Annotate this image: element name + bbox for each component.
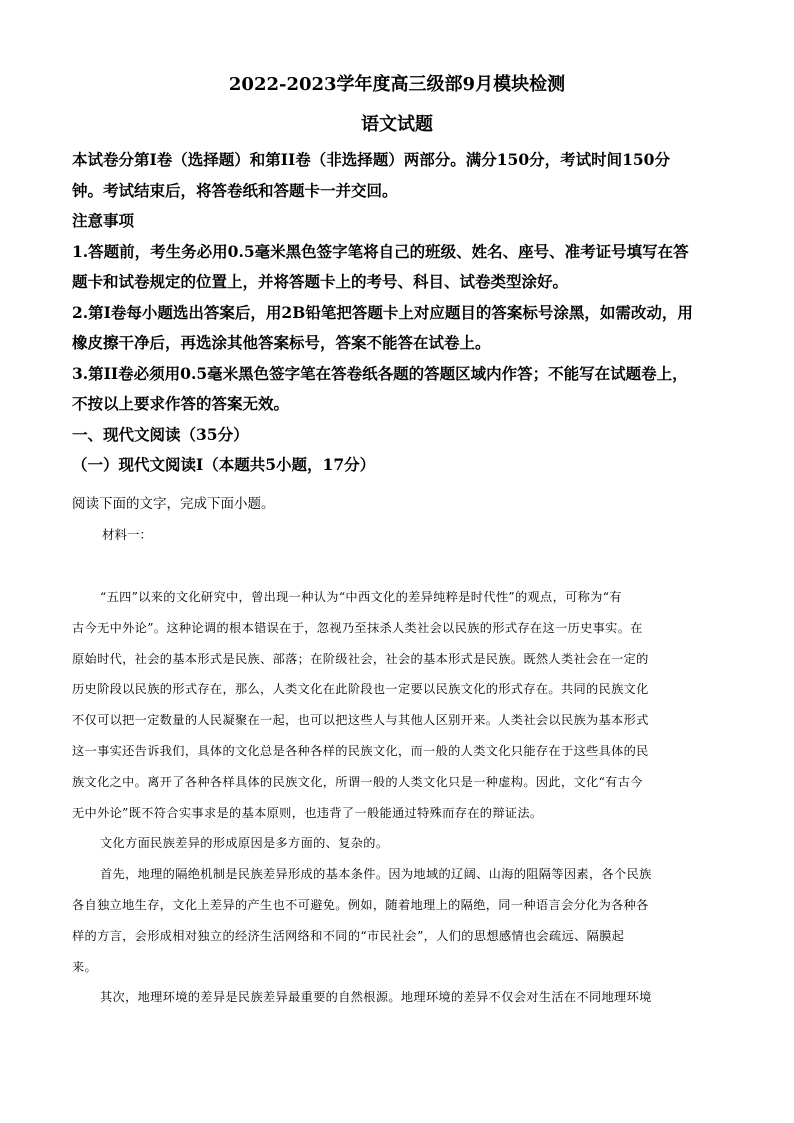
- note-line: 1.答题前，考生务必用0.5毫米黑色签字笔将自己的班级、姓名、座号、准考证号填写在答: [72, 241, 689, 261]
- note-line: 3.第II卷必须用0.5毫米黑色签字笔在答卷纸各题的答题区域内作答；不能写在试题卷上，: [72, 363, 688, 383]
- passage-line: 原始时代，社会的基本形式是民族、部落；在阶级社会，社会的基本形式是民族。既然人类社会在一定的: [72, 651, 649, 666]
- intro-line-1: 本试卷分第I卷（选择题）和第II卷（非选择题）两部分。满分150分，考试时间150分: [72, 150, 670, 169]
- reading-passage: [72, 582, 722, 1013]
- passage-line: 古今无中外论”。这种论调的根本错误在于，忽视乃至抹杀人类社会以民族的形式存在这一历史事实。在: [72, 620, 643, 635]
- subject-title: 语文试题: [361, 114, 433, 135]
- passage-line: 历史阶段以民族的形式存在，那么，人类文化在此阶段也一定要以民族文化的形式存在。共同的民族文化: [72, 682, 649, 697]
- note-line: 2.第I卷每小题选出答案后，用2B铅笔把答题卡上对应题目的答案标号涂黑，如需改动，用: [72, 302, 693, 322]
- exam-instructions: [72, 145, 732, 481]
- passage-line: 来。: [72, 959, 98, 974]
- reading-instruction: 阅读下面的文字，完成下面小题。: [72, 496, 275, 512]
- passage-line: 其次，地理环境的差异是民族差异最重要的自然根源。地理环境的差异不仅会对生活在不同地理环境: [100, 990, 652, 1005]
- passage-line: 不仅可以把一定数量的人民凝聚在一起，也可以把这些人与其他人区别开来。人类社会以民族为基本形式: [72, 713, 649, 728]
- material-label: 材料一：: [102, 527, 153, 542]
- passage-line: 文化方面民族差异的形成原因是多方面的、复杂的。: [100, 836, 389, 851]
- note-line: 橡皮擦干净后，再选涂其他答案标号，答案不能答在试卷上。: [72, 333, 491, 352]
- note-line: 题卡和试卷规定的位置上，并将答题卡上的考号、科目、试卷类型涂好。: [72, 272, 569, 291]
- passage-line: 这一事实还告诉我们，具体的文化总是各种各样的民族文化，而一般的人类文化只能存在于这些具体的民: [72, 743, 649, 758]
- passage-line: 样的方言，会形成相对独立的经济生活网络和不同的“市民社会”，人们的思想感情也会疏远、隔膜起: [72, 928, 625, 943]
- passage-line: 无中外论”既不符合实事求是的基本原则，也违背了一般能通过特殊而存在的辩证法。: [72, 805, 543, 820]
- exam-title: 2022-2023学年度高三级部9月模块检测: [228, 74, 566, 95]
- passage-line: 族文化之中。离开了各种各样具体的民族文化，所谓一般的人类文化只是一种虚构。因此，文化“有古今: [72, 774, 643, 789]
- note-line: 不按以上要求作答的答案无效。: [72, 394, 290, 413]
- section-heading: 一、现代文阅读（35分）: [72, 424, 249, 444]
- notes-heading: 注意事项: [72, 211, 135, 230]
- subsection-heading: （一）现代文阅读I（本题共5小题，17分）: [72, 455, 376, 474]
- passage-line: 各自独立地生存，文化上差异的产生也不可避免。例如，随着地理上的隔绝，同一种语言会分化为各种各: [72, 897, 649, 912]
- passage-line: 首先，地理的隔绝机制是民族差异形成的基本条件。因为地域的辽阔、山海的阻隔等因素，各个民族: [100, 867, 652, 882]
- passage-line: “五四”以来的文化研究中，曾出现一种认为“中西文化的差异纯粹是时代性”的观点，可称为“有: [100, 590, 622, 604]
- intro-line-2: 钟。考试结束后，将答卷纸和答题卡一并交回。: [72, 180, 398, 200]
